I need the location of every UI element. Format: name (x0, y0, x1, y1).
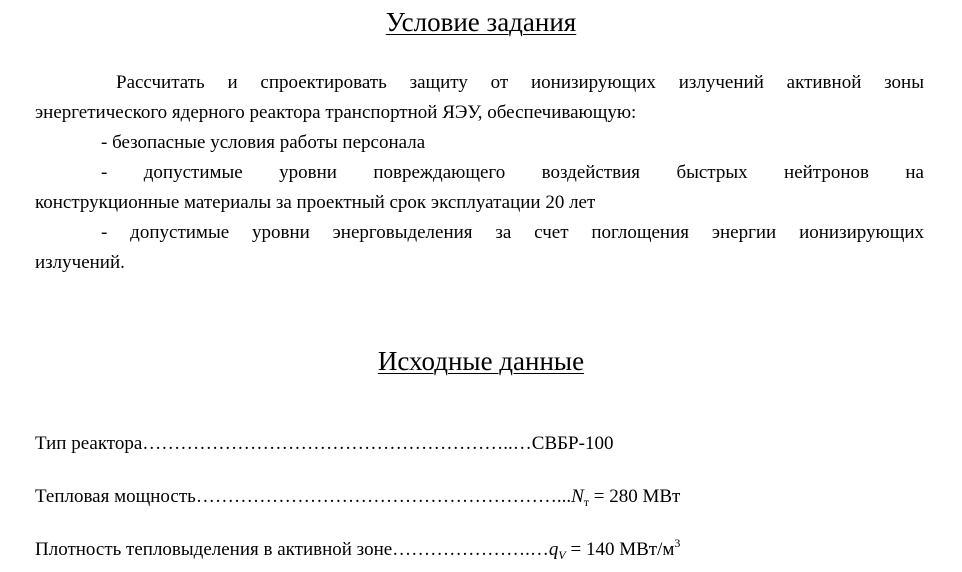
thermal-power-leader: …………………………………………………... (195, 486, 572, 507)
heat-density-row (35, 538, 680, 562)
initial-data-heading: Исходные данные (377, 346, 585, 376)
heat-density-label: Плотность тепловыделения в активной зоне (35, 539, 393, 560)
reactor-type-leader: …………………………………………………..… (142, 433, 532, 454)
heat-density-value: = 140 МВт/м (565, 539, 675, 560)
task-line-2: энергетического ядерного реактора транспортной ЯЭУ, обеспечивающую: (35, 102, 637, 123)
thermal-power-value: = 280 МВт (589, 486, 681, 507)
task-heading: Условие задания (385, 7, 577, 37)
heat-density-leader: ………………….… (392, 539, 549, 560)
thermal-power-symbol: N (571, 486, 584, 507)
heat-density-symbol: q (548, 539, 559, 560)
reactor-type-value: СВБР-100 (531, 433, 614, 454)
task-bullet-3: - допустимые уровни энерговыделения за счет поглощения энергии ионизирующих (101, 222, 924, 243)
thermal-power-subscript: т (583, 495, 589, 509)
thermal-power-row (35, 485, 680, 509)
reactor-type-label: Тип реактора (35, 433, 143, 454)
task-bullet-2: - допустимые уровни повреждающего воздействия быстрых нейтронов на (101, 162, 924, 183)
heat-density-subscript: V (558, 548, 566, 562)
task-line-1: Рассчитать и спроектировать защиту от ионизирующих излучений активной зоны (116, 72, 924, 93)
task-bullet-1: - безопасные условия работы персонала (101, 132, 426, 153)
task-bullet-3-cont: излучений. (35, 252, 125, 273)
task-bullet-2-cont: конструкционные материалы за проектный срок эксплуатации 20 лет (35, 192, 596, 213)
heat-density-superscript: 3 (674, 536, 681, 550)
thermal-power-label: Тепловая мощность (35, 486, 196, 507)
reactor-type-row (35, 432, 613, 456)
